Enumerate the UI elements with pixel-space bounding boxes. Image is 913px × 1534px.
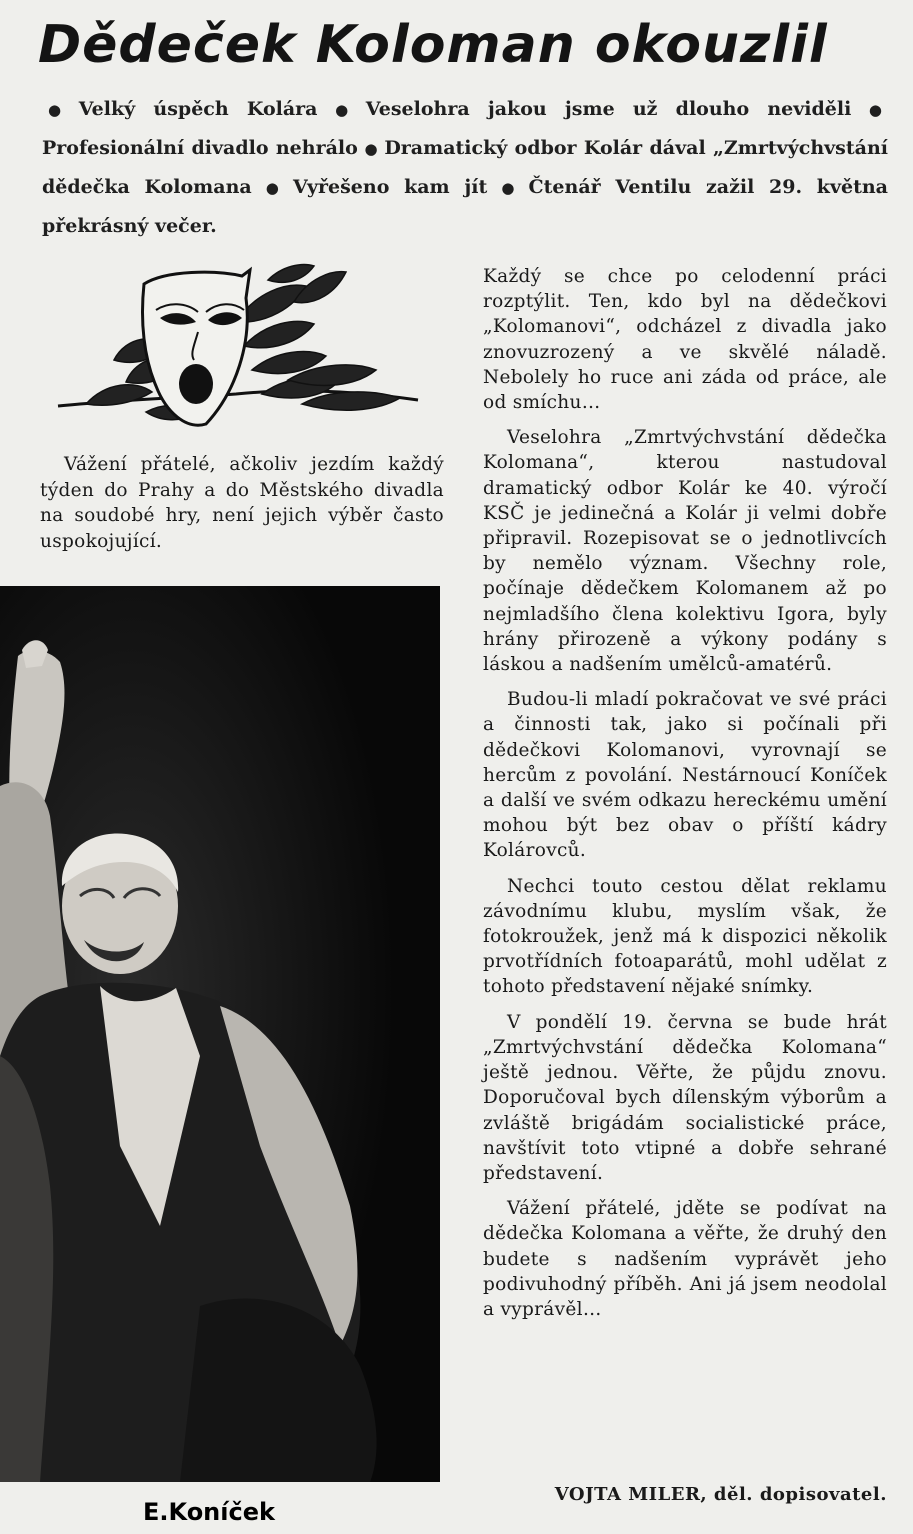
subhead-item: Dramatický odbor Kolár dával „Zmrtvýchvstání dědečka Kolomana <box>42 137 888 198</box>
subhead-item: Čtenář Ventilu zažil 29. května překrásný večer. <box>42 176 888 237</box>
article-paragraph: Veselohra „Zmrtvýchvstání dědečka Kolomana“, kterou nastudoval dramatický odbor Kolár ke 40. výročí KSČ je jedinečná a Kolár ji velmi dobře připravil. Rozepisovat se o jednotlivcích by nemělo význam. Všechny role, počínaje dědečkem Kolomanem až po nejmladšího člena kolektivu Igora, byly hrány přirozeně a výkony podány s láskou a nadšením umělců-amatérů. <box>483 427 887 676</box>
article-paragraph: Každý se chce po celodenní práci rozptýlit. Ten, kdo byl na dědečkovi „Kolomanovi“, odcházel z divadla jako znovuzrozený a ve skvělé náladě. Nebolely ho ruce ani záda od práce, ale od smíchu… <box>483 266 887 414</box>
intro-paragraph-column <box>40 452 444 554</box>
bullet-icon: ● <box>323 101 360 119</box>
subheadline <box>42 90 888 245</box>
theater-mask-icon <box>56 262 420 438</box>
article-paragraph: V pondělí 19. června se bude hrát „Zmrtvýchvstání dědečka Kolomana“ ještě jednou. Věřte, že půjdu znovu. Doporučoval bych dílenským výborům a zvláště brigádám socialistické práce, navštívit toto vtipné a dobře sehrané představení. <box>483 1011 887 1184</box>
subhead-item: Velký úspěch Kolára <box>78 98 318 120</box>
article-paragraph: Vážení přátelé, jděte se podívat na dědečka Kolomana a věřte, že druhý den budete s nadšením vyprávět jeho podivuhodný příběh. Ani já jsem neodolal a vyprávěl… <box>483 1198 887 1320</box>
bullet-icon: ● <box>493 179 523 197</box>
headline: Dědeček Koloman okouzlil <box>38 15 828 75</box>
bullet-icon: ● <box>857 101 883 119</box>
subhead-item: Profesionální divadlo nehrálo <box>42 137 358 159</box>
article-paragraph: Nechci touto cestou dělat reklamu závodnímu klubu, myslím však, že fotokroužek, jenž má k dispozici několik prvotřídních fotoaparátů, mohl udělat z tohoto představení nějaké snímky. <box>483 875 887 998</box>
subhead-item: Vyřešeno kam jít <box>292 176 488 198</box>
article-paragraph: Budou-li mladí pokračovat ve své práci a činnosti tak, jako si počínali při dědečkovi Kolomanovi, vyrovnají se hercům z povolání. Nestárnoucí Koníček a další ve svém odkazu hereckému umění mohou být bez obav o příští kádry Kolárovců. <box>483 689 887 862</box>
intro-paragraph: Vážení přátelé, ačkoliv jezdím každý týden do Prahy a do Městského divadla na soudobé hry, není jejich výběr často uspokojující. <box>40 454 444 552</box>
bullet-icon: ● <box>363 140 379 158</box>
bullet-icon: ● <box>257 179 287 197</box>
bullet-icon: ● <box>48 101 73 119</box>
actor-photo-image <box>0 586 440 1482</box>
author-signature: VOJTA MILER, děl. dopisovatel. <box>554 1484 887 1505</box>
stage-photo <box>0 586 440 1482</box>
article-body <box>483 264 887 1332</box>
subhead-item: Veselohra jakou jsme už dlouho neviděli <box>365 98 852 120</box>
photo-credit: E.Koníček <box>143 1498 275 1526</box>
